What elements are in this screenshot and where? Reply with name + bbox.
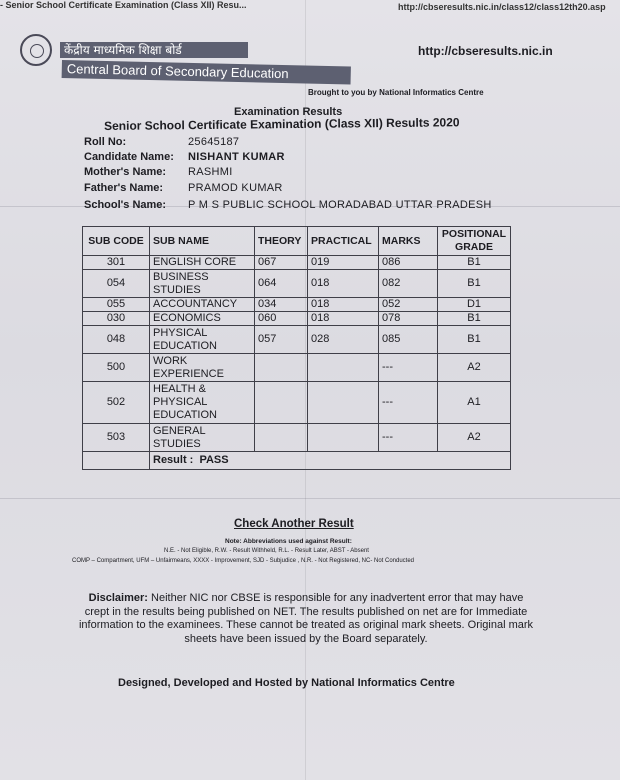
theory-marks: 060 bbox=[255, 312, 308, 326]
candidate-name: NISHANT KUMAR bbox=[188, 151, 285, 163]
marks-table bbox=[82, 226, 511, 470]
theory-marks: 057 bbox=[255, 326, 308, 354]
father-name-label: Father's Name: bbox=[84, 182, 164, 194]
col-practical: PRACTICAL bbox=[308, 227, 379, 256]
total-marks: 086 bbox=[379, 256, 438, 270]
paper-fold bbox=[0, 498, 620, 499]
total-marks: --- bbox=[379, 354, 438, 382]
theory-marks: 064 bbox=[255, 270, 308, 298]
col-sub-code: SUB CODE bbox=[83, 227, 150, 256]
table-row bbox=[83, 312, 511, 326]
positional-grade: A1 bbox=[438, 382, 511, 424]
subject-code: 055 bbox=[83, 298, 150, 312]
theory-marks: 034 bbox=[255, 298, 308, 312]
col-positional-grade: POSITIONAL GRADE bbox=[438, 227, 511, 256]
theory-marks bbox=[255, 424, 308, 452]
col-marks: MARKS bbox=[379, 227, 438, 256]
result-status: PASS bbox=[199, 454, 229, 466]
brought-by: Brought to you by National Informatics Centre bbox=[308, 88, 484, 97]
positional-grade: B1 bbox=[438, 326, 511, 354]
roll-label: Roll No: bbox=[84, 136, 127, 148]
roll-number: 25645187 bbox=[188, 136, 240, 148]
table-row bbox=[83, 382, 511, 424]
abbreviations-line-1: N.E. - Not Eligible, R.W. - Result Withheld, R.L. - Result Later, ABST - Absent bbox=[164, 548, 369, 554]
result-label: Result : bbox=[153, 454, 194, 466]
positional-grade: B1 bbox=[438, 312, 511, 326]
table-header-row bbox=[83, 227, 511, 256]
table-row bbox=[83, 270, 511, 298]
practical-marks: 018 bbox=[308, 270, 379, 298]
mother-name: RASHMI bbox=[188, 166, 233, 178]
site-url-link[interactable]: http://cbseresults.nic.in bbox=[418, 44, 553, 58]
table-row bbox=[83, 424, 511, 452]
positional-grade: A2 bbox=[438, 354, 511, 382]
subject-code: 503 bbox=[83, 424, 150, 452]
school-name-label: School's Name: bbox=[84, 199, 167, 211]
subject-name: ACCOUNTANCY bbox=[150, 298, 255, 312]
theory-marks bbox=[255, 382, 308, 424]
practical-marks bbox=[308, 354, 379, 382]
subject-name: ENGLISH CORE bbox=[150, 256, 255, 270]
theory-marks: 067 bbox=[255, 256, 308, 270]
result-spacer bbox=[83, 452, 150, 470]
board-name: Central Board of Secondary Education bbox=[62, 60, 351, 85]
board-name-hindi: केंद्रीय माध्यमिक शिक्षा बोर्ड bbox=[60, 42, 248, 58]
check-another-result-link[interactable]: Check Another Result bbox=[234, 518, 354, 530]
browser-address: http://cbseresults.nic.in/class12/class12th20.asp bbox=[398, 2, 606, 12]
abbreviations-line-2: COMP – Compartment, UFM – Unfairmeans, XXXX - Improvement, SJD - Subjudice , N.R. - Not Registered, NC- Not Conducted bbox=[72, 558, 415, 564]
table-row bbox=[83, 326, 511, 354]
candidate-name-label: Candidate Name: bbox=[84, 151, 174, 163]
cbse-logo-icon bbox=[20, 34, 52, 66]
browser-tab-title: - Senior School Certificate Examination (Class XII) Resu... bbox=[0, 0, 247, 10]
practical-marks: 019 bbox=[308, 256, 379, 270]
subject-name: ECONOMICS bbox=[150, 312, 255, 326]
exam-subtitle: Senior School Certificate Examination (Class XII) Results 2020 bbox=[104, 115, 460, 133]
total-marks: 082 bbox=[379, 270, 438, 298]
subject-code: 301 bbox=[83, 256, 150, 270]
col-theory: THEORY bbox=[255, 227, 308, 256]
subject-code: 502 bbox=[83, 382, 150, 424]
school-name: P M S PUBLIC SCHOOL MORADABAD UTTAR PRADESH bbox=[188, 199, 492, 211]
disclaimer-label: Disclaimer: bbox=[88, 592, 148, 604]
theory-marks bbox=[255, 354, 308, 382]
total-marks: 085 bbox=[379, 326, 438, 354]
positional-grade: A2 bbox=[438, 424, 511, 452]
subject-code: 054 bbox=[83, 270, 150, 298]
subject-code: 030 bbox=[83, 312, 150, 326]
subject-code: 500 bbox=[83, 354, 150, 382]
positional-grade: D1 bbox=[438, 298, 511, 312]
table-row bbox=[83, 298, 511, 312]
result-cell bbox=[150, 452, 511, 470]
practical-marks bbox=[308, 382, 379, 424]
disclaimer bbox=[76, 592, 536, 646]
designed-by: Designed, Developed and Hosted by National Informatics Centre bbox=[118, 677, 455, 689]
total-marks: 052 bbox=[379, 298, 438, 312]
table-row bbox=[83, 354, 511, 382]
subject-name: HEALTH & PHYSICAL EDUCATION bbox=[150, 382, 255, 424]
total-marks: 078 bbox=[379, 312, 438, 326]
mother-name-label: Mother's Name: bbox=[84, 166, 167, 178]
subject-name: PHYSICAL EDUCATION bbox=[150, 326, 255, 354]
practical-marks: 018 bbox=[308, 312, 379, 326]
practical-marks: 018 bbox=[308, 298, 379, 312]
col-sub-name: SUB NAME bbox=[150, 227, 255, 256]
subject-name: BUSINESS STUDIES bbox=[150, 270, 255, 298]
table-row bbox=[83, 256, 511, 270]
practical-marks bbox=[308, 424, 379, 452]
practical-marks: 028 bbox=[308, 326, 379, 354]
subject-name: GENERAL STUDIES bbox=[150, 424, 255, 452]
result-row bbox=[83, 452, 511, 470]
total-marks: --- bbox=[379, 382, 438, 424]
page-title: Examination Results bbox=[234, 106, 343, 118]
total-marks: --- bbox=[379, 424, 438, 452]
abbreviations-note-title: Note: Abbreviations used against Result: bbox=[225, 538, 352, 545]
father-name: PRAMOD KUMAR bbox=[188, 182, 283, 194]
subject-code: 048 bbox=[83, 326, 150, 354]
subject-name: WORK EXPERIENCE bbox=[150, 354, 255, 382]
positional-grade: B1 bbox=[438, 256, 511, 270]
disclaimer-text: Neither NIC nor CBSE is responsible for any inadvertent error that may have crept in the results being published on NET. The results published on net are for Immediate information to the examinees. These cannot be treated as original mark sheets. Original mark sheets have been issued by the Board separately. bbox=[78, 592, 534, 645]
positional-grade: B1 bbox=[438, 270, 511, 298]
